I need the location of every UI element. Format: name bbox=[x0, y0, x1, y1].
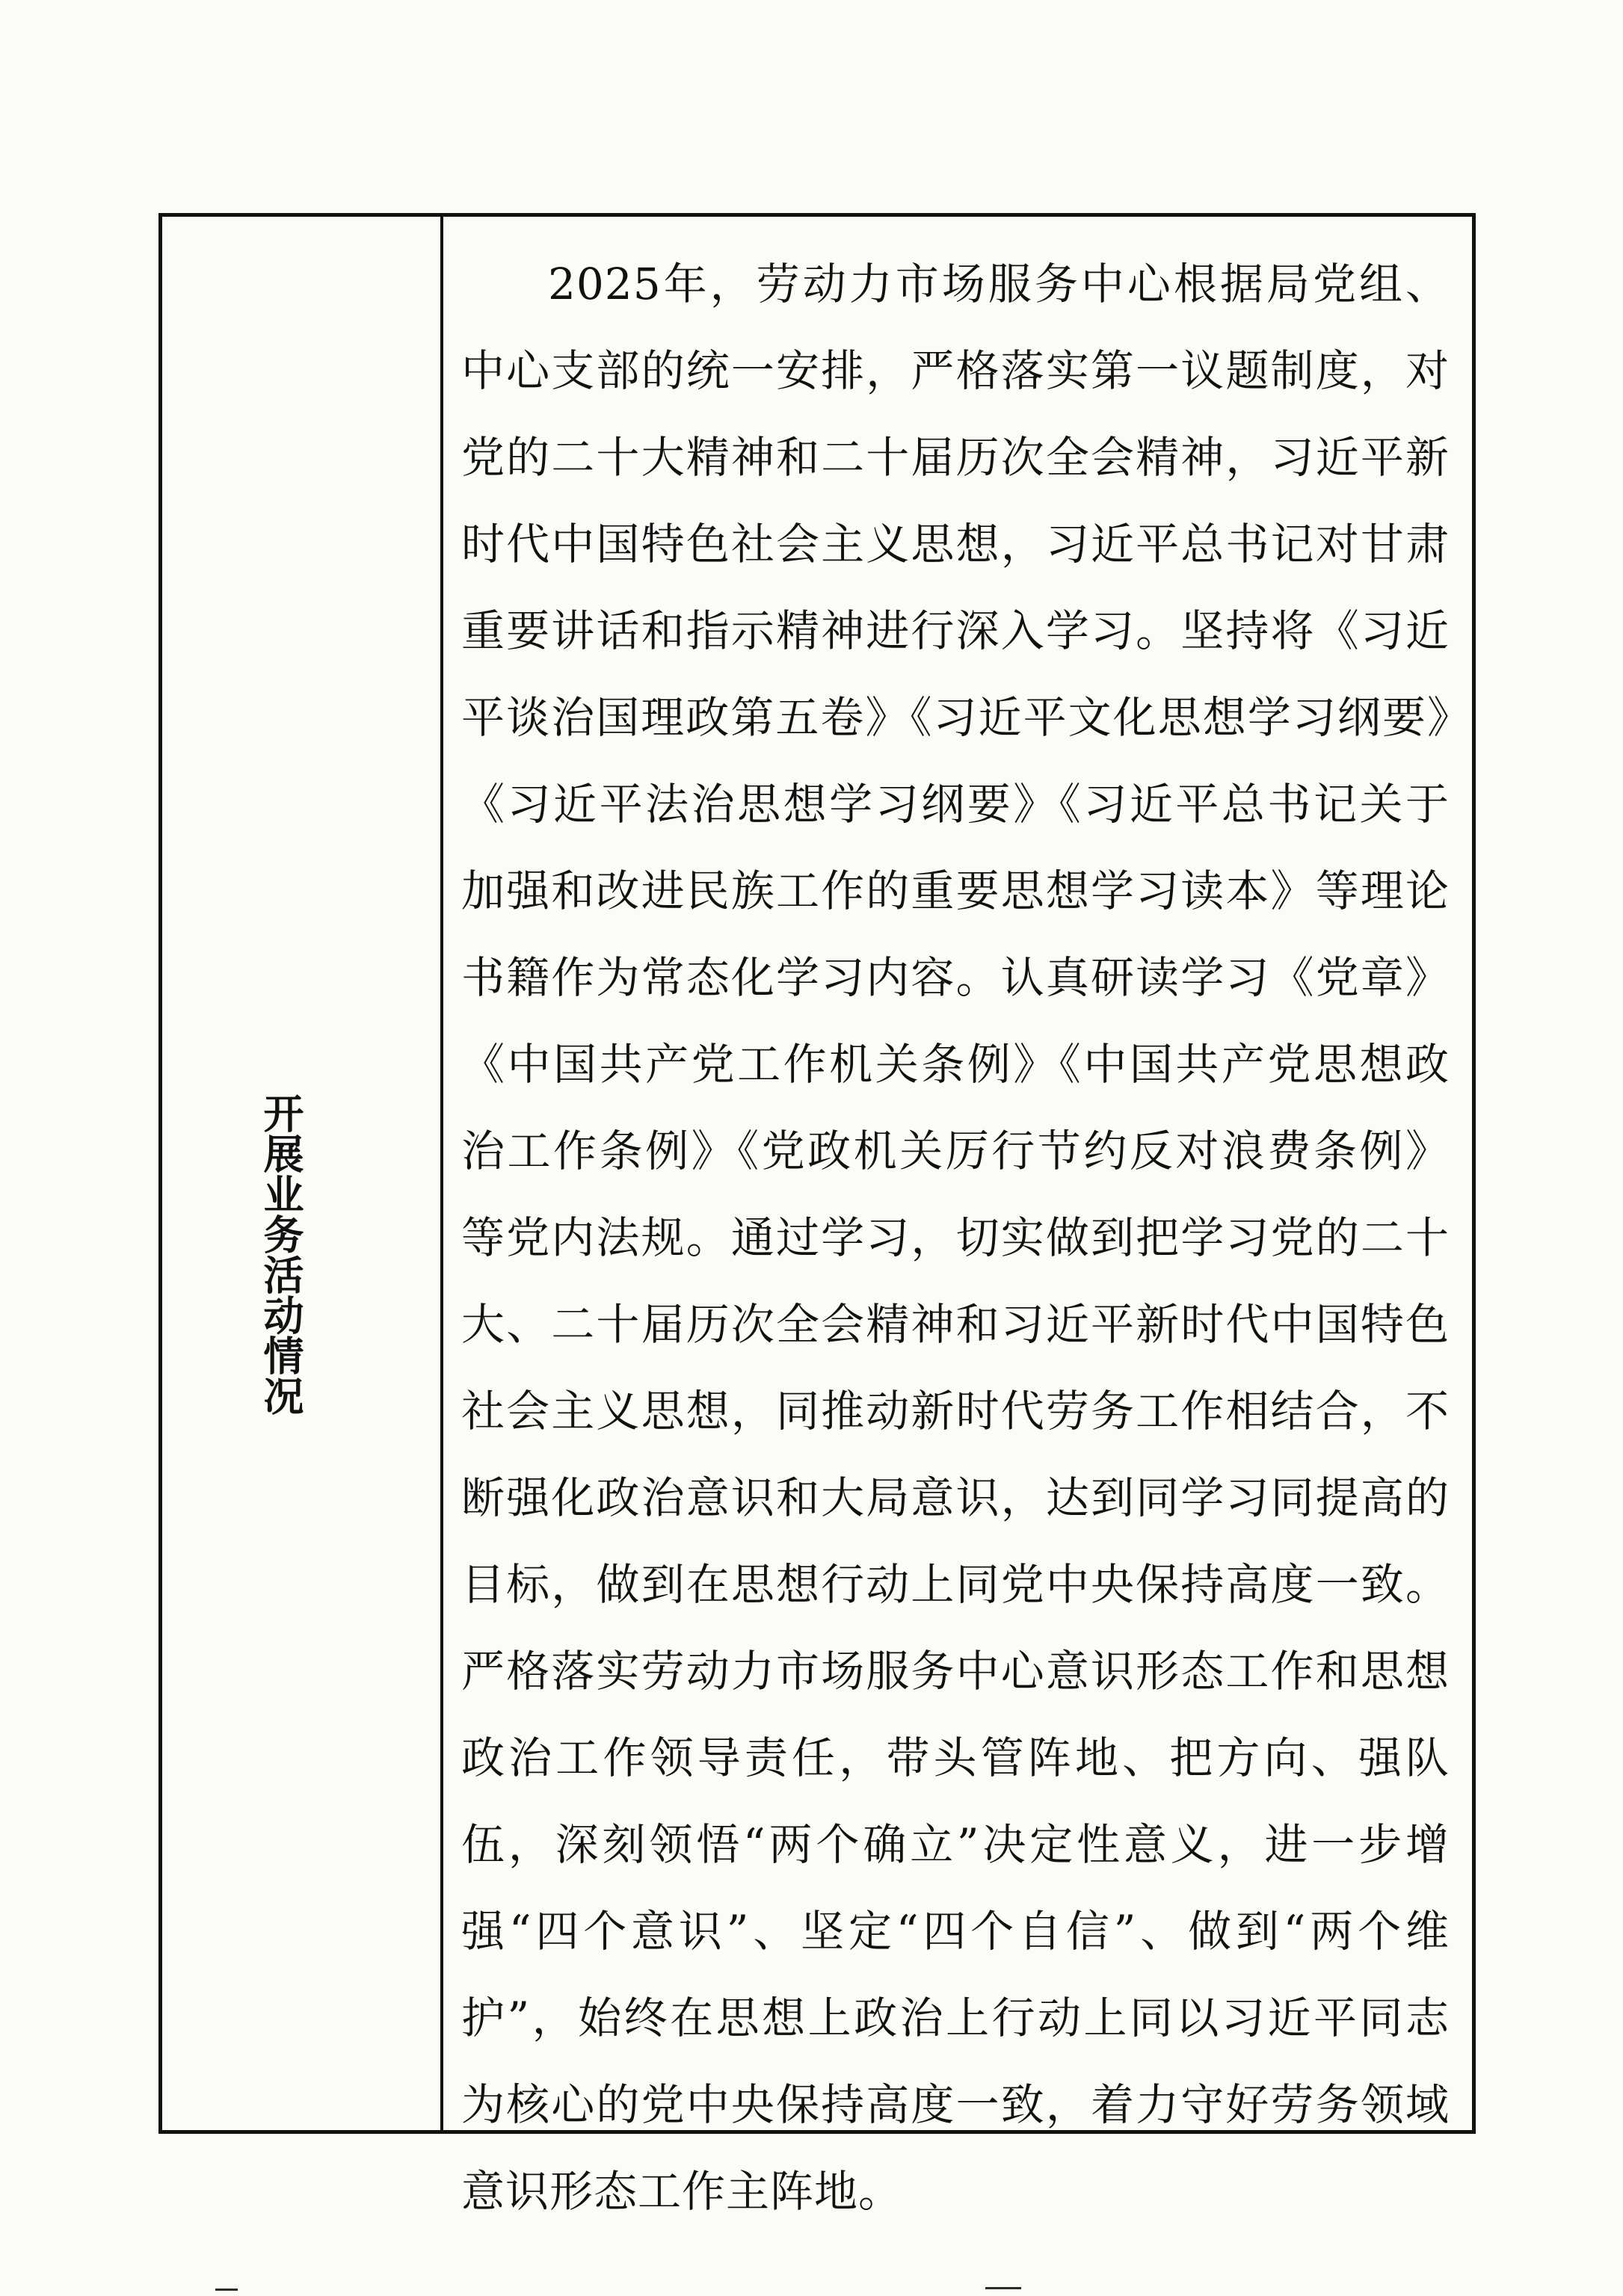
activity-form-table bbox=[158, 213, 1476, 2217]
scan-mark-left bbox=[215, 2289, 238, 2291]
row-label: 开展业务活动情况 bbox=[257, 1093, 304, 1416]
scan-mark-right bbox=[985, 2287, 1021, 2289]
label-cell bbox=[162, 217, 443, 2130]
content-cell bbox=[443, 217, 1472, 2217]
activity-description: 2025年，劳动力市场服务中心根据局党组、中心支部的统一安排，严格落实第一议题制度，对党的二十大精神和二十届历次全会精神，习近平新时代中国特色社会主义思想，习近平总书记对甘肃重要讲话和指示精神进行深入学习。坚持将《习近平谈治国理政第五卷》《习近平文化思想学习纲要》《习近平法治思想学习纲要》《习近平总书记关于加强和改进民族工作的重要思想学习读本》等理论书籍作为常态化学习内容。认真研读学习《党章》《中国共产党工作机关条例》《中国共产党思想政治工作条例》《党政机关厉行节约反对浪费条例》等党内法规。通过学习，切实做到把学习党的二十大、二十届历次全会精神和习近平新时代中国特色社会主义思想，同推动新时代劳务工作相结合，不断强化政治意识和大局意识，达到同学习同提高的目标，做到在思想行动上同党中央保持高度一致。严格落实劳动力市场服务中心意识形态工作和思想政治工作领导责任，带头管阵地、把方向、强队伍，深刻领悟“两个确立”决定性意义，进一步增强“四个意识”、坚定“四个自信”、做到“两个维护”，始终在思想上政治上行动上同以习近平同志为核心的党中央保持高度一致，着力守好劳务领域意识形态工作主阵地。 bbox=[461, 259, 1450, 2217]
